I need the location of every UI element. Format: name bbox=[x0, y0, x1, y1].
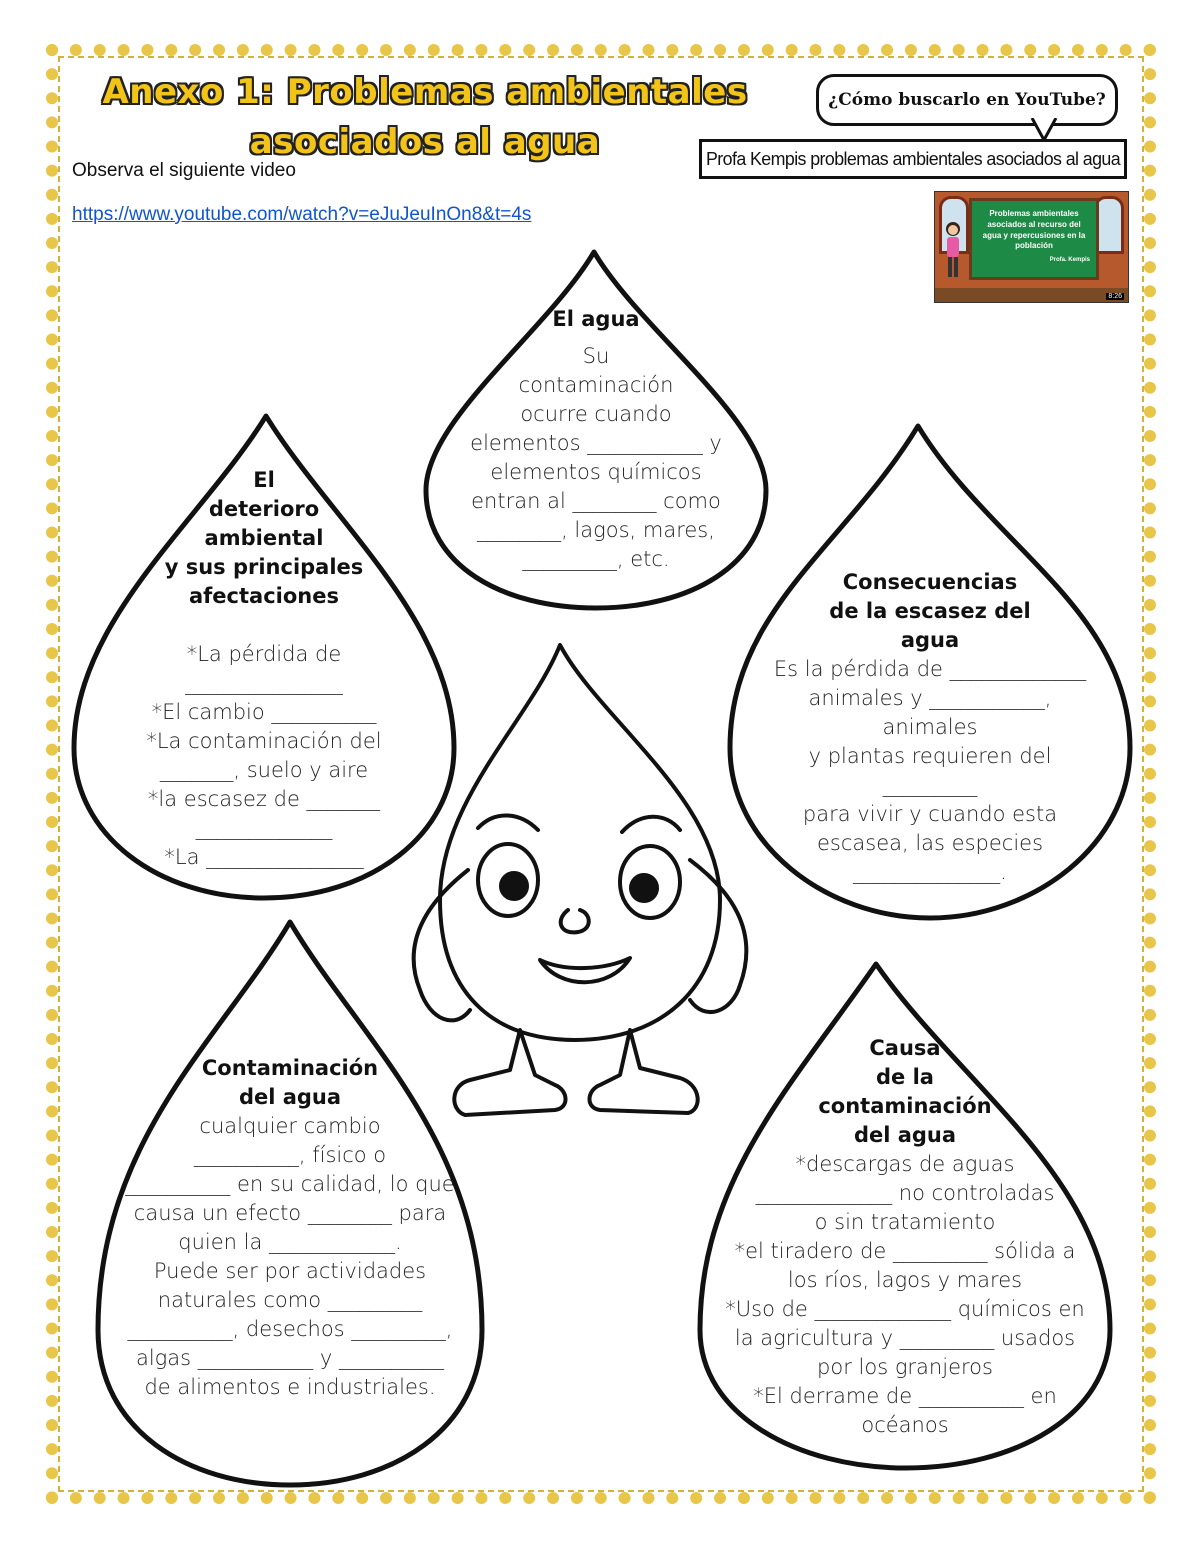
drop-deterioro-line: *la escasez de _______ bbox=[147, 787, 381, 811]
drop-deterioro bbox=[74, 466, 454, 872]
page-title-line2: asociados al agua bbox=[249, 122, 601, 162]
drop-causa-line: por los granjeros bbox=[817, 1355, 993, 1379]
drop-causa-line: o sin tratamiento bbox=[814, 1210, 996, 1234]
drop-causa-line: *Uso de _____________ químicos en bbox=[725, 1297, 1085, 1321]
drop-deterioro-line: _______, suelo y aire bbox=[159, 758, 369, 782]
drop-contaminacion-line: Puede ser por actividades bbox=[153, 1259, 427, 1283]
drop-contaminacion-heading: Contaminación bbox=[201, 1056, 379, 1080]
drop-causa bbox=[700, 1034, 1110, 1440]
drop-el-agua-line: _________, etc. bbox=[522, 547, 670, 571]
drop-el-agua-line: contaminación bbox=[518, 373, 674, 397]
drop-causa-line: océanos bbox=[861, 1413, 949, 1437]
drop-consecuencias-line: para vivir y cuando esta bbox=[802, 802, 1058, 826]
water-drop-mascot bbox=[414, 645, 747, 1115]
drop-consecuencias-line: Es la pérdida de _____________ bbox=[773, 657, 1087, 681]
thumbnail-title: Problemas ambientales asociados al recurso del agua y repercusiones en la población bbox=[982, 209, 1086, 251]
drop-deterioro-spacer bbox=[74, 611, 454, 640]
instruction-text: Observa el siguiente video bbox=[72, 160, 296, 181]
drop-deterioro-heading: deterioro bbox=[208, 497, 320, 521]
drop-contaminacion-line: __________, desechos _________, bbox=[127, 1317, 453, 1341]
drop-consecuencias bbox=[740, 568, 1120, 887]
drop-deterioro-heading: afectaciones bbox=[189, 584, 339, 608]
thumbnail-duration: 8:26 bbox=[1108, 293, 1122, 300]
drop-causa-line: la agricultura y _________ usados bbox=[734, 1326, 1076, 1350]
drop-causa-line: los ríos, lagos y mares bbox=[787, 1268, 1023, 1292]
drop-deterioro-heading: ambiental bbox=[204, 526, 324, 550]
drop-deterioro-line: *El cambio __________ bbox=[151, 700, 377, 724]
drop-causa-heading: del agua bbox=[853, 1123, 957, 1147]
youtube-search-text: Profa Kempis problemas ambientales asociados al agua bbox=[705, 148, 1121, 169]
drop-consecuencias-line: animales bbox=[882, 715, 978, 739]
youtube-video-link[interactable]: https://www.youtube.com/watch?v=eJuJeuInOn8&t=4s bbox=[72, 204, 532, 225]
drop-causa-line: *descargas de aguas bbox=[795, 1152, 1015, 1176]
drop-deterioro-line: *La _______________ bbox=[164, 845, 364, 869]
drop-contaminacion-heading: del agua bbox=[238, 1085, 342, 1109]
drop-el-agua-line: ocurre cuando bbox=[520, 402, 672, 426]
drop-consecuencias-heading: Consecuencias bbox=[842, 570, 1018, 594]
drop-consecuencias-heading: de la escasez del bbox=[829, 599, 1031, 623]
drop-consecuencias-line: _________ bbox=[882, 773, 978, 797]
drop-deterioro-line: _____________ bbox=[195, 816, 333, 840]
drop-contaminacion-line: cualquier cambio bbox=[199, 1114, 381, 1138]
drop-contaminacion-line: quien la ____________. bbox=[178, 1230, 402, 1254]
drop-causa-line: *El derrame de __________ en bbox=[753, 1384, 1057, 1408]
drop-contaminacion-line: __________ en su calidad, lo que bbox=[125, 1172, 455, 1196]
drop-consecuencias-heading: agua bbox=[900, 628, 960, 652]
drop-el-agua-line: ________, lagos, mares, bbox=[477, 518, 715, 542]
drop-consecuencias-line: y plantas requieren del bbox=[808, 744, 1052, 768]
drop-contaminacion bbox=[98, 1054, 482, 1402]
drop-contaminacion-line: __________, físico o bbox=[193, 1143, 387, 1167]
drop-deterioro-heading: El bbox=[253, 468, 275, 492]
drop-contaminacion-line: algas ___________ y __________ bbox=[135, 1346, 445, 1370]
drop-causa-heading: de la bbox=[876, 1065, 934, 1089]
drop-deterioro-heading: y sus principales bbox=[164, 555, 364, 579]
drop-el-agua-line: entran al ________ como bbox=[471, 489, 721, 513]
youtube-hint-question: ¿Cómo buscarlo en YouTube? bbox=[828, 90, 1106, 110]
drop-causa-heading: Causa bbox=[869, 1036, 941, 1060]
page-title-line1: Anexo 1: Problemas ambientales bbox=[102, 72, 748, 112]
drop-consecuencias-line: escasea, las especies bbox=[816, 831, 1044, 855]
drop-el-agua-line: elementos ___________ y bbox=[470, 431, 722, 455]
drop-causa-line: *el tiradero de _________ sólida a bbox=[734, 1239, 1076, 1263]
drop-deterioro-line: *La pérdida de bbox=[186, 642, 342, 666]
drop-el-agua bbox=[426, 305, 766, 574]
drop-el-agua-line: Su bbox=[582, 344, 610, 368]
drop-contaminacion-line: naturales como _________ bbox=[157, 1288, 423, 1312]
drop-deterioro-line: _______________ bbox=[185, 671, 343, 695]
drop-contaminacion-line: causa un efecto ________ para bbox=[133, 1201, 447, 1225]
drop-causa-heading: contaminación bbox=[818, 1094, 992, 1118]
drop-el-agua-line: elementos químicos bbox=[490, 460, 702, 484]
drop-el-agua-heading: El agua bbox=[552, 307, 640, 331]
drop-consecuencias-line: animales y ___________, bbox=[808, 686, 1052, 710]
drop-causa-line: _____________ no controladas bbox=[755, 1181, 1055, 1205]
drop-deterioro-line: *La contaminación del bbox=[146, 729, 382, 753]
drop-contaminacion-line: de alimentos e industriales. bbox=[144, 1375, 436, 1399]
thumbnail-author: Profa. Kempis bbox=[1049, 257, 1090, 264]
drop-consecuencias-line: ______________. bbox=[853, 860, 1007, 884]
